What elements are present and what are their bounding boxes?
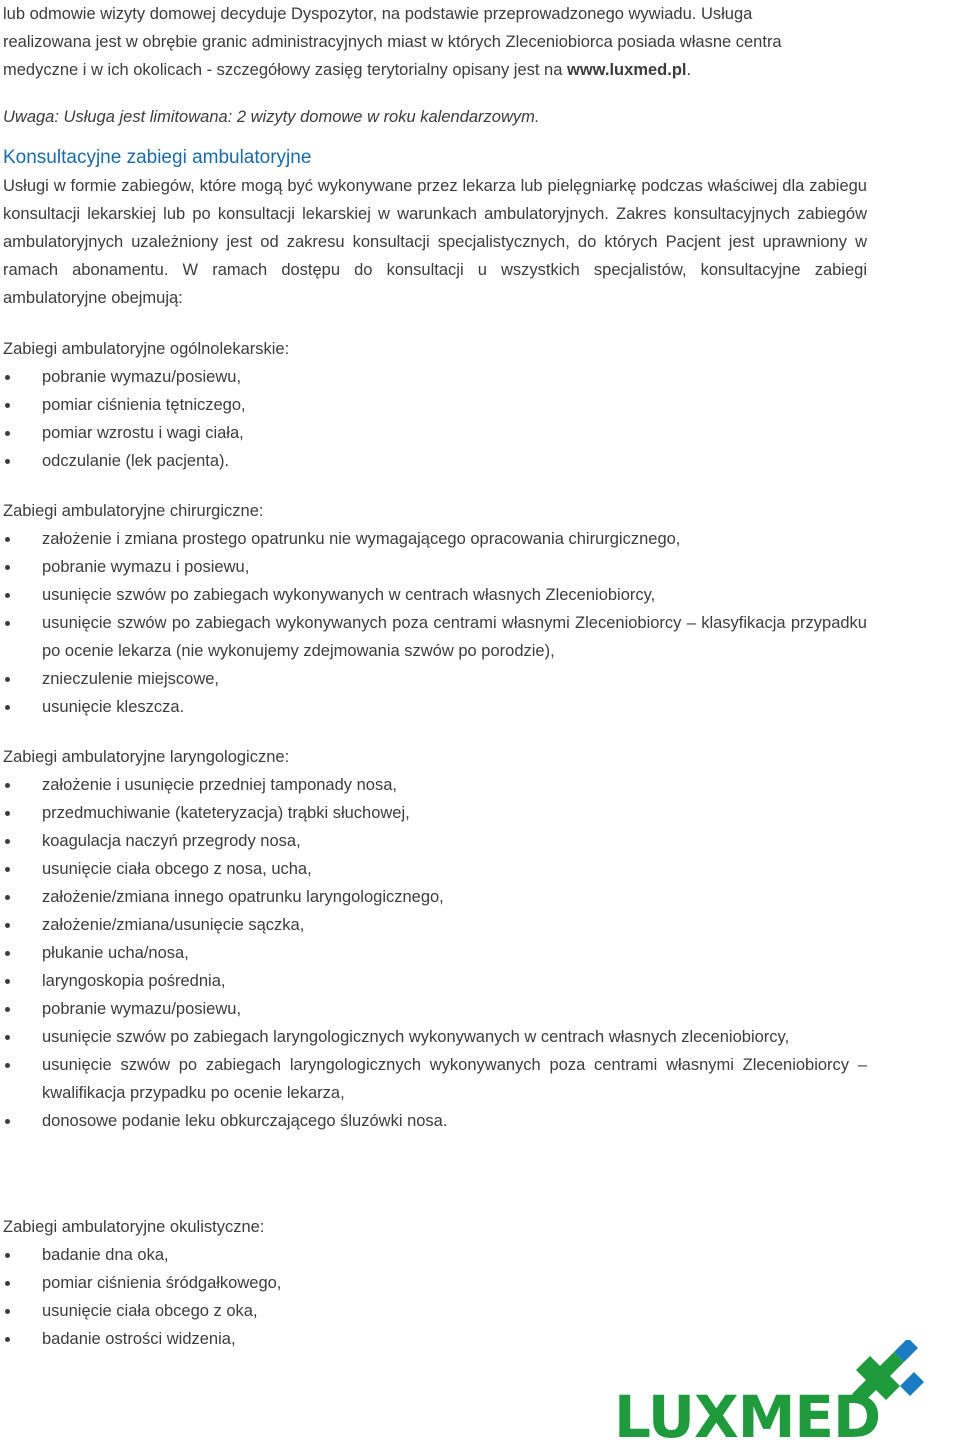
list-item: założenie i zmiana prostego opatrunku nie wymagającego opracowania chirurgicznego, — [3, 525, 867, 553]
list-item: odczulanie (lek pacjenta). — [3, 447, 867, 475]
list-item: pobranie wymazu/posiewu, — [3, 363, 867, 391]
list-item: pomiar wzrostu i wagi ciała, — [3, 419, 867, 447]
group-ophthalmology — [3, 1213, 867, 1353]
list-item: usunięcie kleszcza. — [3, 693, 867, 721]
group-title-ophthalmology: Zabiegi ambulatoryjne okulistyczne: — [3, 1218, 265, 1236]
list-general — [3, 363, 867, 475]
list-item: przedmuchiwanie (kateteryzacja) trąbki słuchowej, — [3, 799, 867, 827]
group-title-general: Zabiegi ambulatoryjne ogólnolekarskie: — [3, 340, 290, 358]
intro-line-3-end: . — [686, 61, 692, 79]
luxmed-logo — [612, 1340, 932, 1445]
list-item: założenie/zmiana innego opatrunku laryngologicznego, — [3, 883, 867, 911]
list-item: pobranie wymazu i posiewu, — [3, 553, 867, 581]
list-item: znieczulenie miejscowe, — [3, 665, 867, 693]
intro-line-1: lub odmowie wizyty domowej decyduje Dyspozytor, na podstawie przeprowadzonego wywiadu. Usługa — [3, 5, 753, 23]
list-item: usunięcie szwów po zabiegach wykonywanych w centrach własnych Zleceniobiorcy, — [3, 581, 867, 609]
list-item: badanie dna oka, — [3, 1241, 867, 1269]
list-laryngology — [3, 771, 867, 1135]
list-item: pomiar ciśnienia śródgałkowego, — [3, 1269, 867, 1297]
document-page — [3, 0, 867, 1353]
group-laryngology — [3, 743, 867, 1135]
list-item: donosowe podanie leku obkurczającego śluzówki nosa. — [3, 1107, 867, 1135]
intro-line-3-text: medyczne i w ich okolicach - szczegółowy zasięg terytorialny opisany jest na — [3, 61, 567, 79]
limit-note: Uwaga: Usługa jest limitowana: 2 wizyty domowe w roku kalendarzowym. — [3, 108, 540, 126]
list-item: pomiar ciśnienia tętniczego, — [3, 391, 867, 419]
luxmed-logo-text: LUXMED — [614, 1383, 881, 1445]
list-item: założenie/zmiana/usunięcie sączka, — [3, 911, 867, 939]
list-item: badanie ostrości widzenia, — [3, 1325, 867, 1353]
list-item: założenie i usunięcie przedniej tamponady nosa, — [3, 771, 867, 799]
group-general — [3, 335, 867, 475]
group-surgical — [3, 497, 867, 721]
section-body: Usługi w formie zabiegów, które mogą być wykonywane przez lekarza lub pielęgniarkę podczas właściwej dla zabiegu konsultacji lekarskiej lub po konsultacji lekarskiej w warunkach ambulatoryjnych. Zakres konsultacyjnych zabiegów ambulatoryjnych uzależniony jest od zakresu konsultacji specjalistycznych, do których Pacjent jest uprawniony w ramach abonamentu. W ramach dostępu do konsultacji u wszystkich specjalistów, konsultacyjne zabiegi ambulatoryjne obejmują: — [3, 177, 867, 307]
list-item: usunięcie ciała obcego z oka, — [3, 1297, 867, 1325]
list-item: płukanie ucha/nosa, — [3, 939, 867, 967]
list-item: laryngoskopia pośrednia, — [3, 967, 867, 995]
group-title-surgical: Zabiegi ambulatoryjne chirurgiczne: — [3, 502, 264, 520]
intro-line-3 — [3, 56, 867, 84]
list-item: koagulacja naczyń przegrody nosa, — [3, 827, 867, 855]
list-item: pobranie wymazu/posiewu, — [3, 995, 867, 1023]
intro-paragraph — [3, 0, 867, 84]
list-item: usunięcie szwów po zabiegach laryngologicznych wykonywanych w centrach własnych zleceniobiorcy, — [3, 1023, 867, 1051]
intro-line-2: realizowana jest w obrębie granic administracyjnych miast w których Zleceniobiorca posiada własne centra — [3, 33, 782, 51]
group-title-laryngology: Zabiegi ambulatoryjne laryngologiczne: — [3, 748, 290, 766]
section-title: Konsultacyjne zabiegi ambulatoryjne — [3, 147, 312, 168]
list-item: usunięcie szwów po zabiegach wykonywanych poza centrami własnymi Zleceniobiorcy – klasyfikacja przypadku po ocenie lekarza (nie wykonujemy zdejmowania szwów po porodzie), — [3, 609, 867, 665]
list-item: usunięcie szwów po zabiegach laryngologicznych wykonywanych poza centrami własnymi Zleceniobiorcy – kwalifikacja przypadku po ocenie lekarza, — [3, 1051, 867, 1107]
list-ophthalmology — [3, 1241, 867, 1353]
list-surgical — [3, 525, 867, 721]
list-item: usunięcie ciała obcego z nosa, ucha, — [3, 855, 867, 883]
luxmed-link[interactable]: www.luxmed.pl — [567, 61, 687, 79]
